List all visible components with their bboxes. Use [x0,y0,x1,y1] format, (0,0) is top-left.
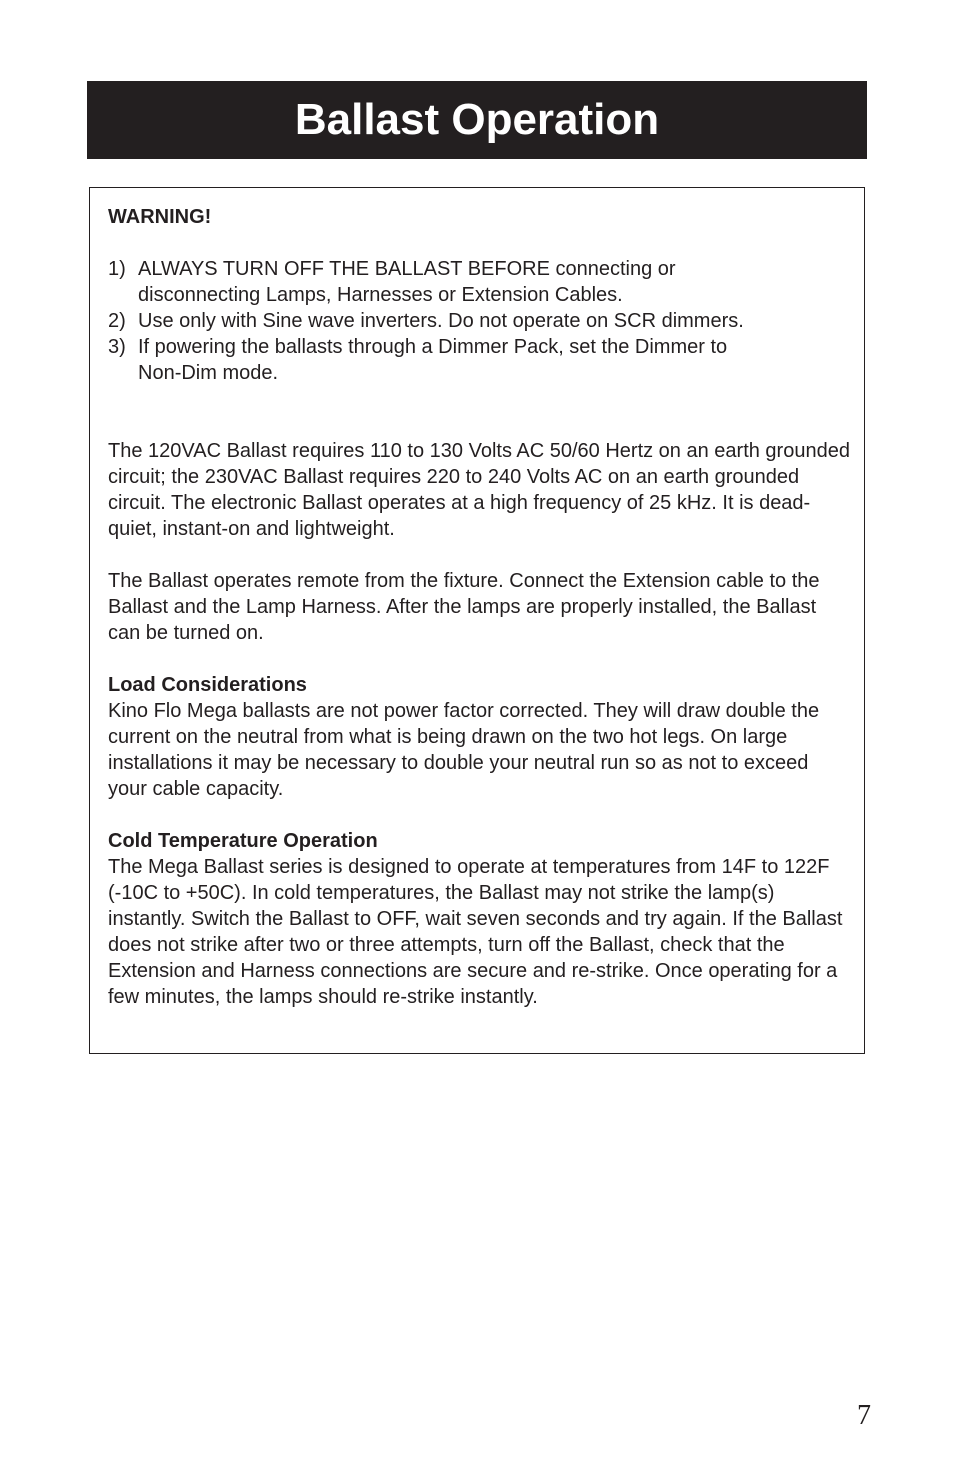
page-number: 7 [857,1400,871,1431]
page-title: Ballast Operation [294,95,660,144]
warning-item-number: 3) [108,336,126,358]
remote-operation-paragraph: The Ballast operates remote from the fixture. Connect the Extension cable to the Ballast and the Lamp Harness. After the lamps are properly installed, the Ballast can be turned on. [108,570,820,644]
warning-item [108,334,852,386]
load-considerations-text: Kino Flo Mega ballasts are not power factor corrected. They will draw double the current on the neutral from what is being drawn on the two hot legs. On large installations it may be necessary to double your neutral run so as not to exceed your cable capacity. [108,700,820,800]
title-bar [87,81,867,159]
warning-item-number: 1) [108,258,126,280]
warning-list [108,256,852,386]
warning-item-number: 2) [108,310,126,332]
cold-temperature-heading: Cold Temperature Operation [108,830,378,852]
warning-heading: WARNING! [108,206,212,228]
power-requirements-paragraph: The 120VAC Ballast requires 110 to 130 Volts AC 50/60 Hertz on an earth grounded circuit; the 230VAC Ballast requires 220 to 240 Volts AC on an earth grounded circuit. The electronic Ballast operates at a high frequency of 25 kHz. It is dead-quiet, instant-on and lightweight. [108,440,850,540]
content-box [89,187,865,1054]
warning-item-text: Use only with Sine wave inverters. Do not operate on SCR dimmers. [138,310,744,332]
warning-item-text: If powering the ballasts through a Dimmer Pack, set the Dimmer to Non-Dim mode. [138,336,728,384]
warning-item-text: ALWAYS TURN OFF THE BALLAST BEFORE connecting or disconnecting Lamps, Harnesses or Extension Cables. [138,258,676,306]
warning-item [108,256,852,308]
load-considerations-heading: Load Considerations [108,674,307,696]
warning-item [108,308,852,334]
cold-temperature-text: The Mega Ballast series is designed to operate at temperatures from 14F to 122F (-10C to +50C). In cold temperatures, the Ballast may not strike the lamp(s) instantly. Switch the Ballast to OFF, wait seven seconds and try again. If the Ballast does not strike after two or three attempts, turn off the Ballast, check that the Extension and Harness connections are secure and re-strike. Once operating for a few minutes, the lamps should re-strike instantly. [108,856,843,1008]
